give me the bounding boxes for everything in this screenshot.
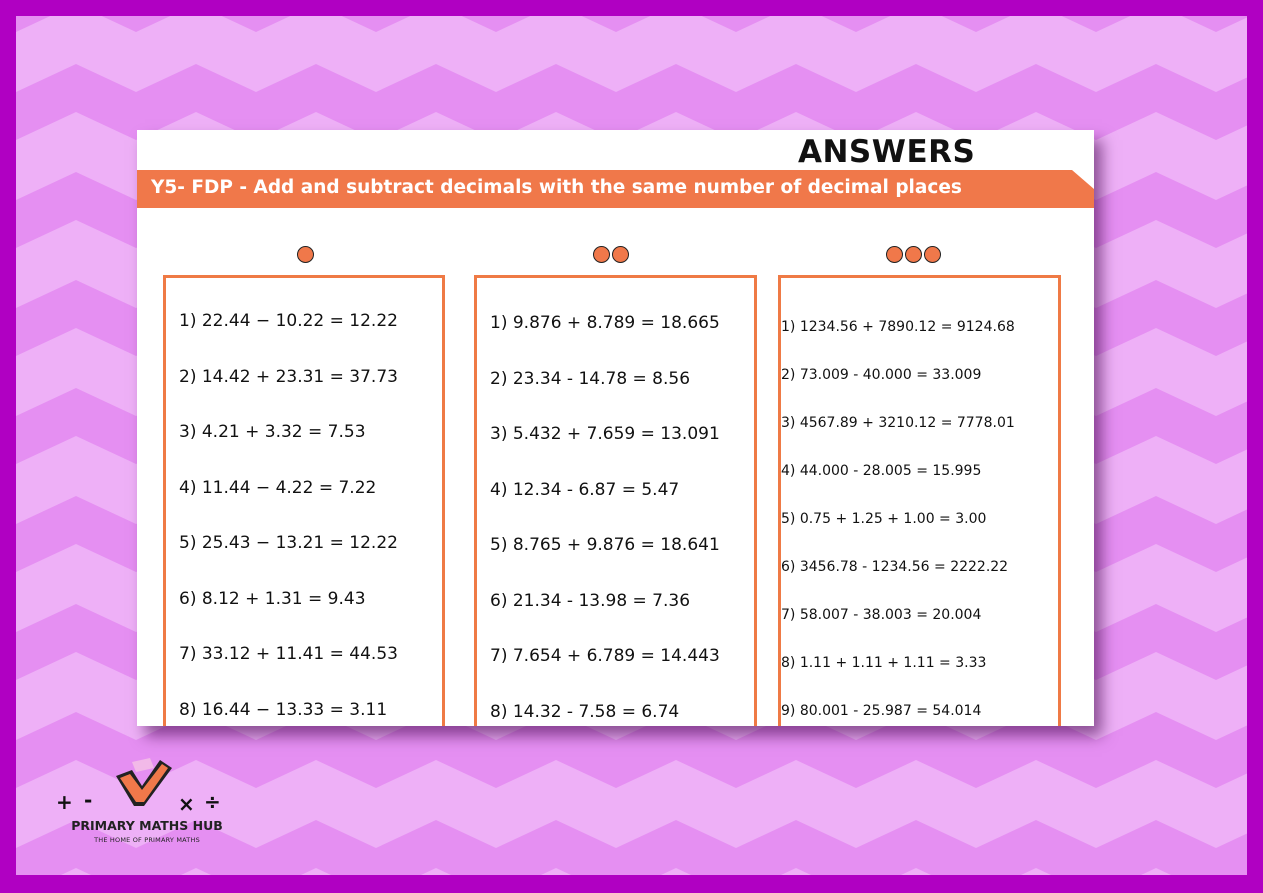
chevron-stripe [16,16,1247,32]
answers-column-2 [474,275,757,726]
answer-item: 7) 7.654 + 6.789 = 14.443 [490,646,720,666]
level-3-dots [886,246,941,266]
answer-item: 6) 21.34 - 13.98 = 7.36 [490,590,691,611]
answer-item: 8) 14.32 - 7.58 = 6.74 [490,701,680,722]
answer-item: 2) 73.009 - 40.000 = 33.009 [781,367,982,383]
level-dot [924,246,941,263]
answer-item: 6) 3456.78 - 1234.56 = 2222.22 [781,559,1009,575]
title-banner [137,170,1094,208]
level-2-dots [593,246,629,266]
answer-item: 4) 44.000 - 28.005 = 15.995 [781,463,982,479]
divide-icon: ÷ [204,790,221,814]
answer-item: 1) 22.44 − 10.22 = 12.22 [179,311,398,331]
answer-item: 8) 16.44 − 13.33 = 3.11 [179,699,388,720]
plus-icon: + [56,790,73,814]
logo-subtitle: THE HOME OF PRIMARY MATHS [94,836,200,844]
multiply-icon: × [178,792,195,816]
answer-item: 1) 1234.56 + 7890.12 = 9124.68 [781,319,1015,335]
level-dot [297,246,314,263]
answer-item: 5) 25.43 − 13.21 = 12.22 [179,533,398,553]
answer-item: 4) 11.44 − 4.22 = 7.22 [179,477,377,498]
answer-item: 8) 1.11 + 1.11 + 1.11 = 3.33 [781,655,987,671]
answer-item: 2) 23.34 - 14.78 = 8.56 [490,368,691,389]
background-frame [16,16,1247,875]
answer-item: 5) 0.75 + 1.25 + 1.00 = 3.00 [781,511,987,527]
answers-heading: ANSWERS [798,134,976,170]
answers-column-3 [778,275,1061,726]
answer-item: 2) 14.42 + 23.31 = 37.73 [179,366,398,387]
primary-maths-hub-logo [52,768,242,852]
level-dot [593,246,610,263]
answer-item: 7) 33.12 + 11.41 = 44.53 [179,644,398,664]
answer-item: 9) 80.001 - 25.987 = 54.014 [781,703,982,719]
chevron-stripe [16,64,1247,140]
answer-item: 7) 58.007 - 38.003 = 20.004 [781,607,982,623]
answers-column-1 [163,275,445,726]
level-1-dots [297,246,314,266]
minus-icon: - [84,788,93,812]
answer-item: 5) 8.765 + 9.876 = 18.641 [490,535,720,555]
answer-item: 3) 4.21 + 3.32 = 7.53 [179,422,366,442]
check-mark-icon [110,756,174,816]
worksheet [137,130,1094,726]
answer-item: 6) 8.12 + 1.31 = 9.43 [179,588,366,609]
logo-title: PRIMARY MATHS HUB [71,818,223,833]
answer-item: 3) 4567.89 + 3210.12 = 7778.01 [781,415,1015,431]
answer-item: 4) 12.34 - 6.87 = 5.47 [490,479,680,500]
answer-item: 1) 9.876 + 8.789 = 18.665 [490,313,720,333]
banner-title: Y5- FDP - Add and subtract decimals with the same number of decimal places [151,177,962,198]
level-dot [905,246,922,263]
level-dot [612,246,629,263]
answer-item: 3) 5.432 + 7.659 = 13.091 [490,424,720,444]
level-dot [886,246,903,263]
